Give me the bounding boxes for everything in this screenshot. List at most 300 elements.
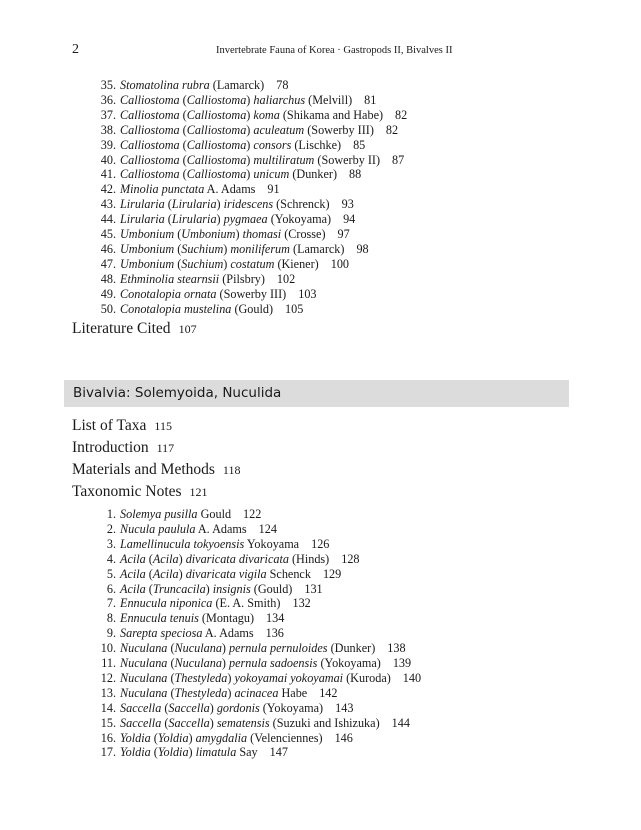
taxon-name-italic: Nuculana <box>120 685 168 700</box>
entry-page: 132 <box>292 596 311 611</box>
taxon-name-roman: ( <box>179 167 187 182</box>
taxon-name <box>120 582 292 596</box>
entry-number: 15. <box>100 715 116 730</box>
taxon-name-italic: Acila <box>120 551 146 566</box>
taxon-name <box>120 138 341 152</box>
taxon-name-roman: ) <box>178 566 186 581</box>
taxon-name-italic: Nuculana <box>120 670 168 685</box>
toc-heading <box>72 461 240 479</box>
toc-entry <box>72 257 349 271</box>
taxon-name-roman: ( <box>150 745 158 760</box>
taxon-name-roman: A. Adams <box>202 626 254 641</box>
taxon-name-roman: (Suzuki and Ishizuka) <box>269 715 380 730</box>
toc-entry <box>72 507 261 521</box>
taxon-name-roman: (Crosse) <box>281 227 326 241</box>
entry-page: 147 <box>269 745 288 760</box>
taxon-name-italic: Acila <box>120 566 146 581</box>
taxon-name-italic: Nuculana <box>120 656 168 670</box>
entry-page: 102 <box>276 271 296 286</box>
entry-page: 91 <box>267 182 280 197</box>
taxon-name-italic: Acila <box>120 581 146 596</box>
taxon-name-roman: Yokoyama <box>244 536 300 551</box>
taxon-name-roman: (Melvill) <box>305 92 353 107</box>
taxon-name-italic: Lamellinucula tokyoensis <box>120 536 245 551</box>
entry-number: 46. <box>100 241 116 256</box>
taxon-name-roman: ( <box>167 670 175 685</box>
taxon-name-italic: divaricata divaricata <box>185 551 289 566</box>
taxon-name <box>120 197 330 211</box>
taxon-name-italic: Calliostoma <box>120 107 180 122</box>
taxon-name-italic: multiliratum <box>253 152 315 167</box>
entry-number: 50. <box>100 301 116 316</box>
entry-number: 41. <box>100 167 116 182</box>
taxon-name-roman: ) <box>235 227 243 241</box>
toc-entry <box>72 522 277 536</box>
taxon-name-italic: Thestyleda <box>174 670 228 685</box>
entry-number: 7. <box>106 596 116 611</box>
taxon-name-italic: koma <box>253 107 280 122</box>
taxon-name-italic: Calliostoma <box>120 152 180 167</box>
taxon-name-roman: ( <box>179 92 187 107</box>
taxon-name-italic: Ennucula tenuis <box>120 611 199 626</box>
taxon-name <box>120 656 381 670</box>
taxon-name-roman: ( <box>145 581 153 596</box>
heading-page: 115 <box>154 419 172 433</box>
taxon-name-italic: Saccella <box>120 700 162 715</box>
taxon-name-italic: Ethminolia stearnsii <box>120 271 220 286</box>
taxon-name-italic: Umbonium <box>120 256 175 271</box>
entry-page: 97 <box>337 227 350 241</box>
entry-page: 87 <box>392 152 405 167</box>
entry-number: 36. <box>100 92 116 107</box>
taxon-name-italic: Umbonium <box>120 241 175 256</box>
taxon-name <box>120 123 374 137</box>
taxon-name-roman: ) <box>246 152 254 167</box>
taxon-name-roman: ( <box>161 715 169 730</box>
toc-entry <box>72 596 311 610</box>
heading-label: List of Taxa <box>72 417 147 434</box>
taxon-name-italic: divaricata vigila <box>185 566 267 581</box>
taxon-name-italic: unicum <box>253 167 290 182</box>
taxon-name-roman: (Pilsbry) <box>219 271 265 286</box>
taxon-name-roman: (Hinds) <box>288 551 330 566</box>
entry-number: 38. <box>100 122 116 137</box>
entry-number: 12. <box>100 670 116 685</box>
taxon-name-roman: ) <box>246 92 254 107</box>
taxon-name-roman: (Sowerby II) <box>314 152 381 167</box>
toc-entry <box>72 227 350 241</box>
taxon-name-italic: Umbonium <box>181 227 236 241</box>
taxon-name <box>120 552 329 566</box>
toc-entry <box>72 611 284 625</box>
taxon-name-roman: (Sowerby III) <box>304 122 374 137</box>
taxon-name-roman: ) <box>205 581 213 596</box>
taxon-name-italic: moniliferum <box>230 241 290 256</box>
toc-entry <box>72 242 369 256</box>
taxon-name <box>120 167 337 181</box>
toc-heading <box>72 483 208 501</box>
taxon-name-italic: Minolia punctata <box>120 182 205 197</box>
running-title: Invertebrate Fauna of Korea · Gastropods II, Bivalves II <box>216 45 453 56</box>
taxon-name-italic: Nucula paulula <box>120 521 196 536</box>
taxon-name-italic: haliarchus <box>253 92 306 107</box>
taxon-name-italic: aculeatum <box>253 122 305 137</box>
entry-page: 82 <box>385 122 399 137</box>
taxon-name-roman: ( <box>179 152 187 167</box>
toc-entry <box>72 745 288 759</box>
entry-page: 144 <box>391 715 410 730</box>
taxon-name-roman: ) <box>223 241 231 256</box>
taxon-name <box>120 93 352 107</box>
entry-page: 81 <box>364 92 377 107</box>
taxon-name-roman: ) <box>246 107 254 122</box>
taxon-name-roman: Gould <box>197 507 232 521</box>
entry-page: 134 <box>266 611 285 626</box>
taxon-name-italic: pernula pernuloides <box>229 641 328 656</box>
entry-page: 122 <box>243 507 262 521</box>
taxon-name-italic: Sarepta speciosa <box>120 626 203 641</box>
taxon-name-italic: Calliostoma <box>186 92 247 107</box>
taxon-name <box>120 731 323 745</box>
entry-number: 16. <box>100 730 116 745</box>
taxon-name-italic: pernula sadoensis <box>229 656 318 670</box>
entry-page: 94 <box>343 212 356 227</box>
running-header <box>0 42 641 60</box>
toc-entry <box>72 552 360 566</box>
taxon-name <box>120 641 375 655</box>
entry-page: 143 <box>335 700 354 715</box>
entry-page: 131 <box>304 581 323 596</box>
taxon-name <box>120 257 319 271</box>
entry-page: 136 <box>265 626 284 641</box>
heading-page: 117 <box>156 441 175 455</box>
taxon-name <box>120 302 273 316</box>
entry-number: 5. <box>106 566 116 581</box>
taxon-name-italic: Calliostoma <box>186 107 247 122</box>
taxon-name-roman: ( <box>164 197 172 212</box>
taxon-name-italic: Saccella <box>120 715 162 730</box>
taxon-name-roman: (Dunker) <box>289 167 338 182</box>
taxon-name-italic: pygmaea <box>223 212 268 227</box>
taxon-name-roman: ( <box>161 700 169 715</box>
taxon-name <box>120 78 264 92</box>
taxon-name <box>120 671 391 685</box>
entry-number: 2. <box>106 521 116 536</box>
taxon-name-italic: Calliostoma <box>186 137 247 152</box>
heading-page: 121 <box>189 485 208 499</box>
taxon-name-roman: ) <box>216 212 224 227</box>
heading-label: Taxonomic Notes <box>72 483 182 500</box>
taxon-name-roman: ) <box>216 197 224 212</box>
heading-label: Literature Cited <box>72 320 171 337</box>
toc-entry <box>72 123 398 137</box>
taxon-name-italic: Lirularia <box>120 197 165 212</box>
taxon-name-italic: Ennucula niponica <box>120 596 213 611</box>
entry-number: 44. <box>100 212 116 227</box>
entry-page: 142 <box>319 685 338 700</box>
entry-number: 4. <box>106 551 116 566</box>
taxon-name <box>120 227 326 241</box>
taxon-name-roman: (Gould) <box>231 301 274 316</box>
taxon-name-roman: (Montagu) <box>198 611 255 626</box>
taxon-name-roman: ( <box>174 256 182 271</box>
entry-number: 35. <box>100 78 116 92</box>
taxon-name <box>120 537 299 551</box>
taxon-name <box>120 287 286 301</box>
taxon-name-italic: Suchium <box>181 256 224 271</box>
taxon-name-roman: ( <box>167 641 175 656</box>
entry-number: 3. <box>106 536 116 551</box>
taxon-name <box>120 596 280 610</box>
taxon-name-italic: consors <box>253 137 292 152</box>
taxon-name <box>120 212 331 226</box>
taxon-name-roman: ( <box>179 107 187 122</box>
taxon-name-italic: Conotalopia mustelina <box>120 301 232 316</box>
entry-page: 124 <box>258 521 277 536</box>
taxon-name-roman: (Yokoyama) <box>267 212 332 227</box>
taxon-name <box>120 242 344 256</box>
taxon-name-italic: Conotalopia ornata <box>120 286 217 301</box>
taxon-name-italic: Lirularia <box>171 197 217 212</box>
entry-number: 42. <box>100 182 116 197</box>
taxon-name <box>120 686 307 700</box>
entry-number: 11. <box>101 656 116 670</box>
toc-entry <box>72 731 353 745</box>
taxon-name-italic: Calliostoma <box>186 122 247 137</box>
taxon-name-italic: thomasi <box>242 227 282 241</box>
taxon-name-roman: ) <box>223 256 231 271</box>
entry-number: 45. <box>100 227 116 241</box>
taxon-name-roman: (Yokoyama) <box>317 656 381 670</box>
taxon-name-italic: Yoldia <box>157 745 189 760</box>
taxon-name-italic: Yoldia <box>120 745 151 760</box>
taxon-name <box>120 272 265 286</box>
taxon-name-roman: ) <box>188 730 196 745</box>
heading-page: 118 <box>222 463 241 477</box>
taxon-name-roman: ( <box>174 227 182 241</box>
entry-page: 82 <box>395 107 408 122</box>
taxon-name-roman: ( <box>145 551 153 566</box>
taxon-name-roman: A. Adams <box>195 521 247 536</box>
taxon-name-italic: gordonis <box>216 700 260 715</box>
taxon-name-roman: ( <box>167 685 175 700</box>
taxon-name <box>120 626 254 640</box>
taxon-name-roman: ) <box>188 745 196 760</box>
taxon-name-italic: Yoldia <box>120 730 151 745</box>
taxon-name-roman: Say <box>236 745 258 760</box>
taxon-name-roman: (Lamarck) <box>289 241 345 256</box>
taxon-name <box>120 567 311 581</box>
toc-entry <box>72 212 355 226</box>
entry-number: 8. <box>106 611 116 626</box>
taxon-name-roman: ( <box>174 241 182 256</box>
taxon-name-roman: ) <box>209 715 217 730</box>
heading-label: Materials and Methods <box>72 461 215 478</box>
taxon-name-italic: Nuculana <box>174 641 222 656</box>
taxon-name-roman: (Kuroda) <box>343 670 391 685</box>
entry-number: 47. <box>100 256 116 271</box>
toc-entry <box>72 302 303 316</box>
entry-page: 139 <box>392 656 412 670</box>
taxon-name <box>120 522 247 536</box>
toc-entry <box>72 716 410 730</box>
toc-entry <box>72 197 354 211</box>
toc-entry <box>72 182 280 196</box>
toc-heading <box>72 439 174 457</box>
toc-entry <box>72 138 365 152</box>
toc-heading <box>72 417 172 435</box>
taxon-name-italic: Calliostoma <box>120 167 180 182</box>
taxon-name-roman: (Velenciennes) <box>247 730 323 745</box>
taxon-name-italic: Saccella <box>168 715 210 730</box>
section-title: Bivalvia: Solemyoida, Nuculida <box>73 385 282 401</box>
taxon-name-roman: ) <box>227 685 235 700</box>
taxon-name <box>120 182 255 196</box>
taxon-name-italic: Acila <box>152 566 179 581</box>
taxon-name-italic: Yoldia <box>157 730 189 745</box>
taxon-name-italic: Solemya pusilla <box>120 507 198 521</box>
taxon-name-roman: (E. A. Smith) <box>212 596 281 611</box>
taxon-name-italic: sematensis <box>216 715 270 730</box>
entry-number: 6. <box>106 581 116 596</box>
toc-entry <box>72 108 407 122</box>
taxon-name-roman: ) <box>221 656 230 670</box>
taxon-name-roman: ) <box>221 641 230 656</box>
taxon-name-italic: Lirularia <box>171 212 217 227</box>
taxon-name-roman: ) <box>209 700 217 715</box>
taxon-name-italic: Umbonium <box>120 227 175 241</box>
toc-entry <box>72 686 337 700</box>
entry-number: 48. <box>100 271 116 286</box>
taxon-name-italic: acinacea <box>234 685 279 700</box>
taxon-name-italic: Truncacila <box>152 581 206 596</box>
taxon-name-italic: Calliostoma <box>120 92 180 107</box>
entry-page: 128 <box>341 551 360 566</box>
taxon-name-italic: Acila <box>152 551 179 566</box>
entry-number: 10. <box>100 641 116 656</box>
entry-number: 1. <box>106 507 116 521</box>
taxon-name-italic: amygdalia <box>195 730 248 745</box>
taxon-name-roman: (Yokoyama) <box>259 700 324 715</box>
entry-page: 140 <box>402 670 422 685</box>
toc-entry <box>72 272 295 286</box>
toc-entry <box>72 93 376 107</box>
taxon-name-roman: ) <box>178 551 186 566</box>
entry-page: 88 <box>349 167 362 182</box>
taxon-name-italic: Nuculana <box>174 656 222 670</box>
taxon-name <box>120 153 380 167</box>
taxon-name-roman: ( <box>150 730 158 745</box>
literature-cited-heading <box>72 320 197 338</box>
taxon-name-roman: ( <box>164 212 172 227</box>
taxon-name-italic: Suchium <box>181 241 224 256</box>
entry-number: 49. <box>100 286 116 301</box>
taxon-name-italic: Calliostoma <box>186 152 247 167</box>
entry-number: 37. <box>100 107 116 122</box>
taxon-name <box>120 701 323 715</box>
toc-entry <box>72 626 284 640</box>
taxon-name-italic: iridescens <box>223 197 274 212</box>
toc-entry <box>72 656 411 670</box>
entry-number: 40. <box>100 152 116 167</box>
toc-entry <box>72 167 361 181</box>
taxon-name <box>120 507 231 521</box>
taxon-name-italic: costatum <box>230 256 275 271</box>
taxon-name-roman: ) <box>246 137 254 152</box>
taxon-name-roman: (Schrenck) <box>273 197 330 212</box>
taxon-name-roman: (Lischke) <box>291 137 342 152</box>
entry-page: 98 <box>356 241 369 256</box>
entry-page: 126 <box>311 536 330 551</box>
taxon-name-roman: ( <box>179 122 187 137</box>
taxon-name-italic: insignis <box>212 581 251 596</box>
toc-entry <box>72 567 341 581</box>
taxon-name-roman: ( <box>167 656 175 670</box>
taxon-name <box>120 745 258 759</box>
entry-page: 146 <box>334 730 353 745</box>
taxon-name-italic: Calliostoma <box>120 137 180 152</box>
taxon-name-roman: A. Adams <box>204 182 256 197</box>
taxon-name-italic: Calliostoma <box>186 167 247 182</box>
toc-entry <box>72 537 329 551</box>
taxon-name-roman: (Sowerby III) <box>216 286 287 301</box>
entry-number: 14. <box>100 700 116 715</box>
entry-page: 93 <box>341 197 354 212</box>
taxon-name-roman: (Shikama and Habe) <box>279 107 384 122</box>
entry-page: 129 <box>322 566 342 581</box>
toc-entry <box>72 641 406 655</box>
taxon-name-italic: Lirularia <box>120 212 165 227</box>
entry-number: 39. <box>100 137 116 152</box>
taxon-name-italic: Calliostoma <box>120 122 180 137</box>
toc-entry <box>72 701 353 715</box>
entry-page: 103 <box>298 286 317 301</box>
entry-page: 85 <box>353 137 366 152</box>
taxon-name-italic: Thestyleda <box>174 685 228 700</box>
entry-page: 78 <box>276 78 289 92</box>
entry-page: 100 <box>330 256 349 271</box>
page-number: 2 <box>72 42 79 57</box>
taxon-name-roman: ( <box>145 566 153 581</box>
taxon-name <box>120 611 254 625</box>
heading-page: 107 <box>178 322 197 336</box>
taxon-name <box>120 716 380 730</box>
toc-entry <box>72 582 323 596</box>
entry-number: 9. <box>106 626 116 641</box>
taxon-name-roman: (Kiener) <box>274 256 319 271</box>
toc-entry <box>72 287 317 301</box>
heading-label: Introduction <box>72 439 149 456</box>
taxon-name-italic: Saccella <box>168 700 210 715</box>
taxon-name-roman: ( <box>179 137 187 152</box>
taxon-name-italic: yokoyamai yokoyamai <box>234 670 344 685</box>
entry-number: 17. <box>100 745 116 760</box>
entry-page: 138 <box>387 641 406 656</box>
taxon-name-roman: ) <box>246 167 254 182</box>
toc-entry <box>72 153 404 167</box>
toc-entry <box>72 78 288 92</box>
taxon-name-roman: Habe <box>278 685 308 700</box>
taxon-name-roman: (Dunker) <box>327 641 376 656</box>
taxon-name-italic: Stomatolina rubra <box>120 78 210 92</box>
taxon-name-roman: Schenck <box>266 566 311 581</box>
section-band <box>64 380 569 407</box>
entry-page: 105 <box>285 301 304 316</box>
entry-number: 43. <box>100 197 116 212</box>
taxon-name-italic: Nuculana <box>120 641 168 656</box>
taxon-name-roman: ) <box>246 122 254 137</box>
taxon-name <box>120 108 383 122</box>
